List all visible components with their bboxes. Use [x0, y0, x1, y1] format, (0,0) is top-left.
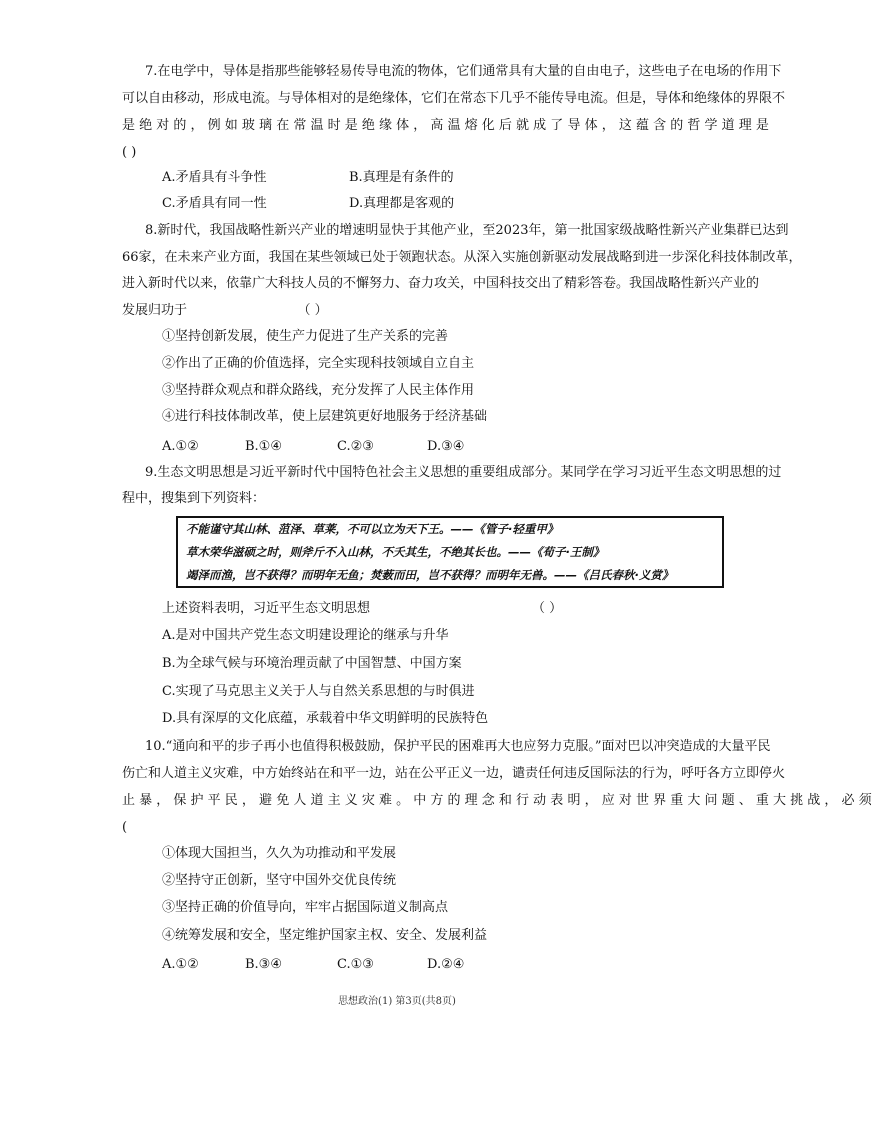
q9-line-2: 程中，搜集到下列资料： — [122, 491, 266, 506]
quote-box — [176, 516, 724, 588]
q7-line-3: 是 绝 对 的 ， 例 如 玻 璃 在 常 温 时 是 绝 缘 体 ， 高 温 熔 化 后 就 成 了 导 体 ， 这 蕴 含 的 哲 学 道 理 是 — [122, 118, 769, 133]
quote-xunzi: 草木荣华滋硕之时，则斧斤不入山林，不夭其生，不绝其长也。——《荀子·王制》 — [186, 545, 605, 559]
q7-line-2: 可以自由移动，形成电流。与导体相对的是绝缘体，它们在常态下几乎不能传导电流。但是，导体和绝缘体的界限不 — [122, 91, 786, 106]
q8-statement-4: ④进行科技体制改革，使上层建筑更好地服务于经济基础 — [162, 409, 488, 424]
quote-lushi-chunqiu: 竭泽而渔，岂不获得？而明年无鱼；焚薮而田，岂不获得？而明年无兽。——《吕氏春秋·义赏》 — [186, 568, 674, 582]
q10-answer-paren: ( — [122, 820, 128, 835]
q9-option-a: A.是对中国共产党生态文明建设理论的继承与升华 — [162, 628, 449, 643]
q10-line-3: 止 暴 ， 保 护 平 民 ， 避 免 人 道 主 义 灾 难 。 中 方 的 理 念 和 行 动 表 明 ， 应 对 世 界 重 大 问 题 、 重 大 挑 战 ， 必 须 — [122, 793, 872, 808]
q7-answer-paren: ( ) — [122, 145, 137, 160]
q10-line-2: 伤亡和人道主义灾难，中方始终站在和平一边，站在公平正义一边，谴责任何违反国际法的行为，呼吁各方立即停火 — [122, 766, 786, 781]
q10-statement-1: ①体现大国担当，久久为功推动和平发展 — [162, 846, 397, 861]
q10-statement-4: ④统筹发展和安全，坚定维护国家主权、安全、发展利益 — [162, 928, 488, 943]
q8-line-2: 66家，在未来产业方面，我国在某些领域已处于领跑状态。从深入实施创新驱动发展战略到进一步深化科技体制改革， — [122, 250, 802, 265]
q10-option-c: C.①③ — [337, 957, 374, 972]
q9-answer-paren: （ ） — [532, 601, 563, 616]
q10-line-1: 10.“通向和平的步子再小也值得积极鼓励，保护平民的困难再大也应努力克服。”面对巴以冲突造成的大量平民 — [145, 739, 771, 754]
q8-option-d: D.③④ — [427, 439, 465, 454]
q8-line-3: 进入新时代以来，依靠广大科技人员的不懈努力、奋力攻关，中国科技交出了精彩答卷。我国战略性新兴产业的 — [122, 276, 760, 291]
q7-option-c: C.矛盾具有同一性 — [162, 196, 267, 211]
q9-option-c: C.实现了马克思主义关于人与自然关系思想的与时俱进 — [162, 684, 475, 699]
q9-option-b: B.为全球气候与环境治理贡献了中国智慧、中国方案 — [162, 656, 462, 671]
page-footer: 思想政治(1) 第3页(共8页) — [338, 996, 456, 1007]
q10-statement-2: ②坚持守正创新，坚守中国外交优良传统 — [162, 873, 397, 888]
q7-option-b: B.真理是有条件的 — [349, 170, 454, 185]
q8-statement-1: ①坚持创新发展，使生产力促进了生产关系的完善 — [162, 329, 449, 344]
q9-stem: 上述资料表明，习近平生态文明思想 — [162, 601, 371, 616]
q8-option-c: C.②③ — [337, 439, 374, 454]
q7-option-a: A.矛盾具有斗争性 — [162, 170, 267, 185]
q8-option-a: A.①② — [162, 439, 199, 454]
q8-statement-3: ③坚持群众观点和群众路线，充分发挥了人民主体作用 — [162, 383, 475, 398]
q8-line-1: 8.新时代，我国战略性新兴产业的增速明显快于其他产业，至2023年，第一批国家级战略性新兴产业集群已达到 — [145, 223, 789, 238]
q10-statement-3: ③坚持正确的价值导向，牢牢占据国际道义制高点 — [162, 900, 449, 915]
q9-option-d: D.具有深厚的文化底蕴，承载着中华文明鲜明的民族特色 — [162, 711, 489, 726]
q8-line-4: 发展归功于 （ ） — [122, 303, 328, 318]
q10-option-a: A.①② — [162, 957, 199, 972]
q9-line-1: 9.生态文明思想是习近平新时代中国特色社会主义思想的重要组成部分。某同学在学习习近平生态文明思想的过 — [145, 465, 782, 480]
q10-option-d: D.②④ — [427, 957, 465, 972]
quote-guanzi: 不能谨守其山林、菹泽、草莱，不可以立为天下王。——《管子·轻重甲》 — [186, 522, 559, 536]
q8-statement-2: ②作出了正确的价值选择，完全实现科技领域自立自主 — [162, 356, 475, 371]
q7-option-d: D.真理都是客观的 — [349, 196, 455, 211]
q7-line-1: 7.在电学中，导体是指那些能够轻易传导电流的物体，它们通常具有大量的自由电子，这些电子在电场的作用下 — [145, 64, 782, 79]
q8-option-b: B.①④ — [245, 439, 282, 454]
q10-option-b: B.③④ — [245, 957, 282, 972]
